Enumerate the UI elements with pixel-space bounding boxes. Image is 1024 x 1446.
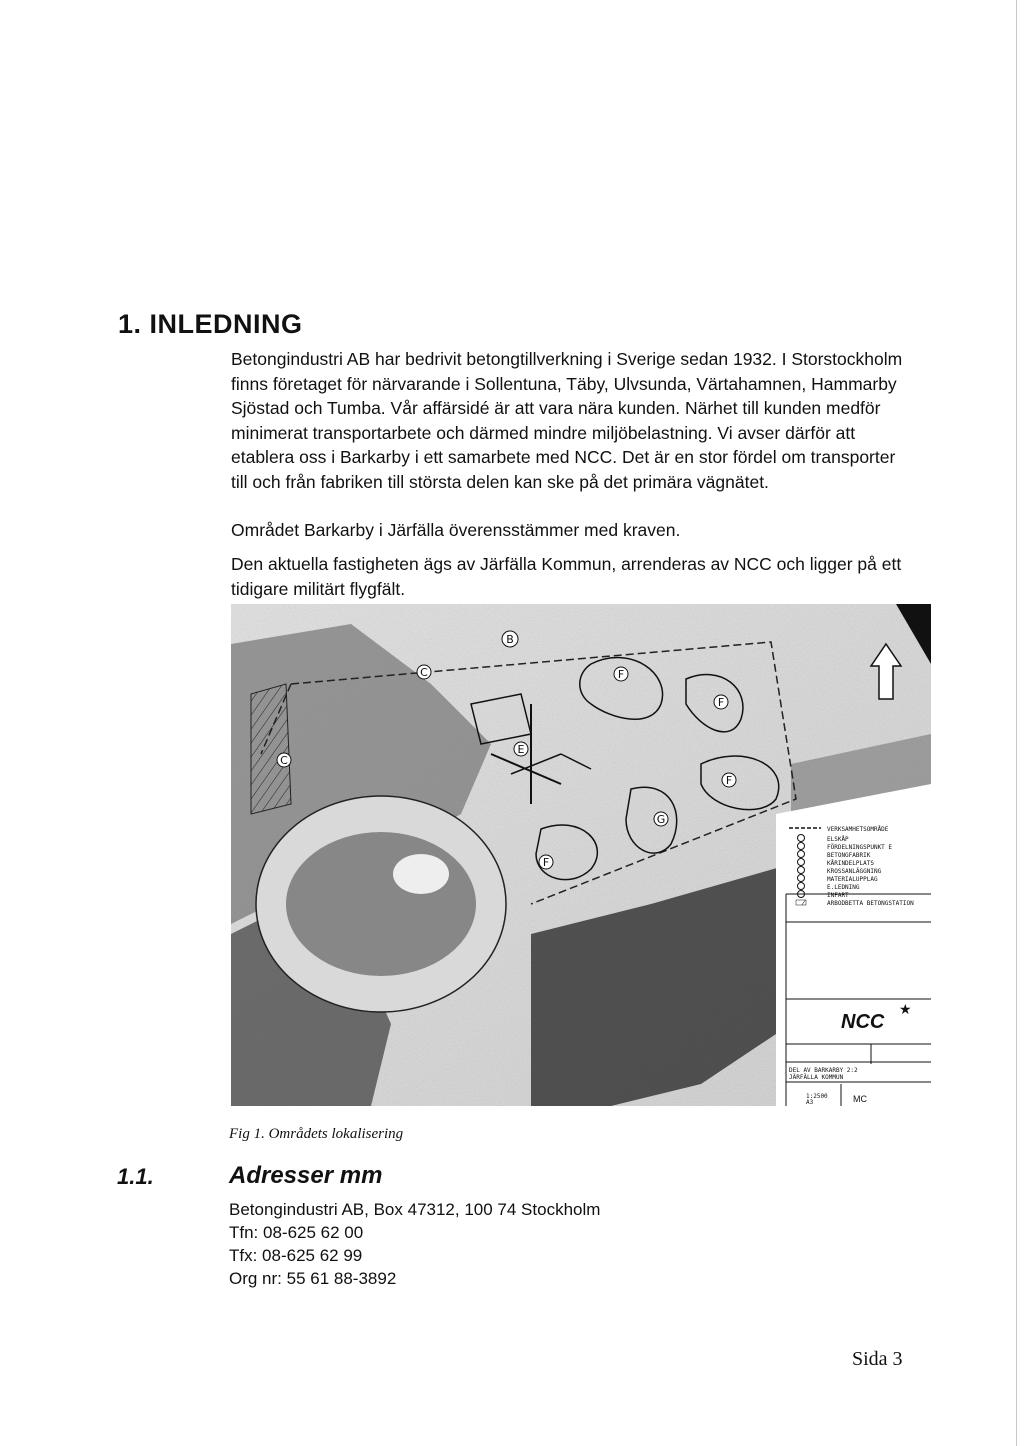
page-number: Sida 3 bbox=[852, 1348, 903, 1370]
titleblock-scale: 1:2500 bbox=[806, 1093, 828, 1100]
legend-item-g: E.LEDNING bbox=[827, 884, 860, 891]
map-marker-e: E bbox=[517, 743, 525, 756]
address-line: Betongindustri AB, Box 47312, 100 74 Stockholm bbox=[229, 1200, 601, 1219]
fax-line: Tfx: 08-625 62 99 bbox=[229, 1246, 363, 1265]
section-title: INLEDNING bbox=[149, 309, 303, 339]
legend-item-f: MATERIALUPPLAG bbox=[827, 876, 878, 883]
ncc-logo: NCC bbox=[841, 1011, 885, 1033]
titleblock-sign: MC bbox=[853, 1094, 867, 1104]
map-marker-f-3: F bbox=[725, 774, 733, 787]
titleblock-municipality: JÄRFÄLLA KOMMUN bbox=[789, 1074, 844, 1081]
legend-item-station: ARBODBETTA BETONGSTATION bbox=[827, 900, 914, 907]
legend-item-d: KÅRINDELPLATS bbox=[827, 860, 874, 867]
map-marker-f-4: F bbox=[542, 856, 550, 869]
titleblock-format: A3 bbox=[806, 1099, 814, 1106]
map-marker-b: B bbox=[506, 633, 514, 646]
legend-item-h: INFART bbox=[827, 892, 849, 899]
map-marker-f-2: F bbox=[717, 696, 725, 709]
org-number-line: Org nr: 55 61 88-3892 bbox=[229, 1269, 397, 1288]
ncc-logo-star-icon: ★ bbox=[899, 1002, 912, 1018]
section-heading bbox=[118, 309, 303, 340]
page-edge-line bbox=[1016, 0, 1017, 1446]
legend-title: VERKSAMHETSOMRÅDE bbox=[827, 826, 889, 833]
legend-item-e: KROSSANLÄGGNING bbox=[827, 868, 882, 875]
legend-item-b: FÖRDELNINGSPUNKT E bbox=[827, 844, 893, 851]
legend-item-c: BETONGFABRIK bbox=[827, 852, 871, 859]
figure-caption: Fig 1. Områdets lokalisering bbox=[229, 1126, 404, 1142]
aerial-site-map bbox=[231, 604, 931, 1106]
legend-item-a: ELSKÅP bbox=[827, 836, 849, 843]
section-number: 1. bbox=[118, 309, 142, 339]
area-paragraph: Området Barkarby i Järfälla överensstämmer med kraven. bbox=[231, 520, 681, 540]
map-marker-f-1: F bbox=[617, 668, 625, 681]
titleblock-project: DEL AV BARKARBY 2:2 bbox=[789, 1067, 858, 1074]
map-marker-g: G bbox=[656, 813, 666, 826]
subsection-title: Adresser mm bbox=[229, 1162, 383, 1189]
subsection-number: 1.1. bbox=[117, 1164, 154, 1189]
map-marker-c-top: C bbox=[420, 666, 428, 679]
map-marker-c-left: C bbox=[280, 754, 288, 767]
phone-line: Tfn: 08-625 62 00 bbox=[229, 1223, 364, 1242]
intro-paragraph: Betongindustri AB har bedrivit betongtillverkning i Sverige sedan 1932. I Storstockholm finns företaget för närvarande i Sollentuna, Täby, Ulvsunda, Värtahamnen, Hammarby Sjöstad och Tumba. Vår affärsidé är att vara nära kunden. Närhet till kunden medför minimerat transportarbete och därmed mindre miljöbelastning. Vi avser därför att etablera oss i Barkarby i ett samarbete med NCC. Det är en stor fördel om transporter till och från fabriken till största delen kan ske på det primära vägnätet. bbox=[231, 349, 903, 492]
property-paragraph: Den aktuella fastigheten ägs av Järfälla Kommun, arrenderas av NCC och ligger på ett tidigare militärt flygfält. bbox=[231, 554, 902, 599]
address-block bbox=[229, 1198, 600, 1290]
